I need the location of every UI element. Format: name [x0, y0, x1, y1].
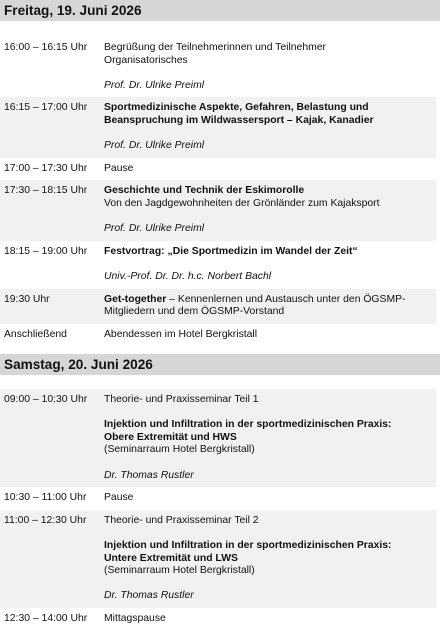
time-slot: 09:00 – 10:30 Uhr — [4, 394, 88, 405]
line-text: Get-together — [104, 293, 167, 305]
session-title — [104, 185, 432, 198]
session-details — [104, 613, 436, 626]
line-text: Pause — [104, 162, 134, 174]
line-text: Prof. Dr. Ulrike Preiml — [104, 79, 205, 91]
line-text: Festvortrag: „Die Sportmedizin im Wandel der Zeit“ — [104, 245, 358, 257]
session-title — [104, 540, 432, 553]
session-text — [104, 329, 432, 342]
schedule-row — [0, 158, 436, 181]
session-text — [104, 492, 432, 505]
session-title — [104, 553, 432, 566]
schedule-row — [0, 37, 436, 97]
line-text: Univ.-Prof. Dr. Dr. h.c. Norbert Bachl — [104, 270, 272, 282]
session-details — [104, 492, 436, 505]
session-details — [104, 185, 436, 235]
session-details — [104, 394, 436, 482]
spacer — [104, 407, 432, 420]
schedule-row — [0, 324, 436, 347]
session-text — [104, 163, 432, 176]
schedule-list — [0, 389, 440, 631]
schedule-row — [0, 487, 436, 510]
time-slot: 11:00 – 12:30 Uhr — [4, 514, 87, 526]
line-text: Obere Extremität und HWS — [104, 431, 237, 443]
day-header: Samstag, 20. Juni 2026 — [0, 354, 440, 375]
time-slot: 19:30 Uhr — [4, 293, 50, 305]
time-slot: 12:30 – 14:00 Uhr — [4, 612, 88, 624]
line-text: Prof. Dr. Ulrike Preiml — [104, 223, 205, 235]
schedule-list — [0, 37, 440, 346]
spacer — [104, 67, 432, 80]
line-text: (Seminarraum Hotel Bergkristall) — [104, 444, 255, 456]
time-slot: Anschließend — [4, 328, 67, 340]
schedule-row — [0, 510, 436, 608]
line-text: Organisatorisches — [104, 54, 188, 66]
session-title — [104, 419, 432, 432]
line-text: (Seminarraum Hotel Bergkristall) — [104, 565, 255, 577]
line-text: Mitgliedern und dem ÖGSMP-Vorstand — [104, 306, 285, 318]
session-text — [104, 42, 432, 55]
session-text — [104, 613, 432, 626]
schedule-row — [0, 97, 436, 157]
session-text — [104, 394, 432, 407]
session-title — [104, 246, 432, 259]
speaker-name — [104, 271, 432, 284]
session-text — [104, 198, 432, 211]
spacer — [104, 578, 432, 591]
session-title — [104, 294, 432, 307]
schedule-row — [0, 389, 436, 487]
session-details — [104, 42, 436, 92]
line-text: Injektion und Infiltration in der sportmedizinischen Praxis: — [104, 419, 392, 431]
spacer — [104, 258, 432, 271]
time-slot: 17:30 – 18:15 Uhr — [4, 185, 88, 197]
spacer — [104, 211, 432, 224]
spacer — [104, 128, 432, 141]
line-text: Abendessen im Hotel Bergkristall — [104, 328, 258, 340]
line-text: Dr. Thomas Rustler — [104, 590, 194, 602]
speaker-name — [104, 80, 432, 93]
session-title — [104, 115, 432, 128]
schedule-row — [0, 608, 436, 631]
line-text: Dr. Thomas Rustler — [104, 469, 194, 481]
line-text: Begrüßung der Teilnehmerinnen und Teilnehmer — [104, 42, 327, 53]
day-section-saturday — [0, 354, 440, 631]
session-details — [104, 246, 436, 284]
line-text: Untere Extremität und LWS — [104, 552, 238, 564]
line-text: Beanspruchung im Wildwassersport – Kajak, Kanadier — [104, 114, 374, 126]
line-text: Theorie- und Praxisseminar Teil 2 — [104, 514, 259, 526]
line-text: Pause — [104, 492, 134, 504]
schedule-row — [0, 289, 436, 324]
line-text: Theorie- und Praxisseminar Teil 1 — [104, 394, 259, 405]
line-text: Geschichte und Technik der Eskimorolle — [104, 185, 305, 197]
speaker-name — [104, 223, 432, 236]
session-text — [104, 565, 432, 578]
time-slot: 18:15 – 19:00 Uhr — [4, 245, 88, 257]
speaker-name — [104, 590, 432, 603]
line-text: Prof. Dr. Ulrike Preiml — [104, 140, 205, 152]
time-slot: 16:15 – 17:00 Uhr — [4, 102, 88, 114]
session-title — [104, 432, 432, 445]
session-details — [104, 163, 436, 176]
time-slot: 16:00 – 16:15 Uhr — [4, 42, 88, 53]
line-text: Injektion und Infiltration in der sportmedizinischen Praxis: — [104, 539, 392, 551]
spacer — [104, 527, 432, 540]
line-text: Mittagspause — [104, 612, 166, 624]
session-text — [104, 515, 432, 528]
session-title — [104, 102, 432, 115]
line-text: Von den Jagdgewohnheiten der Grönländer zum Kajaksport — [104, 197, 380, 209]
session-details — [104, 515, 436, 603]
session-text — [104, 55, 432, 68]
line-text: Sportmedizinische Aspekte, Gefahren, Belastung und — [104, 102, 369, 114]
spacer — [104, 457, 432, 470]
schedule-row — [0, 180, 436, 240]
session-details — [104, 102, 436, 152]
session-text — [104, 444, 432, 457]
schedule-row — [0, 241, 436, 289]
day-header: Freitag, 19. Juni 2026 — [0, 0, 440, 21]
session-text — [104, 306, 432, 319]
speaker-name — [104, 140, 432, 153]
time-slot: 17:00 – 17:30 Uhr — [4, 162, 88, 174]
time-slot: 10:30 – 11:00 Uhr — [4, 492, 87, 504]
session-details — [104, 329, 436, 342]
line-text-continuation: – Kennenlernen und Austausch unter den ÖGSMP- — [166, 293, 406, 305]
speaker-name — [104, 470, 432, 483]
session-details — [104, 294, 436, 319]
